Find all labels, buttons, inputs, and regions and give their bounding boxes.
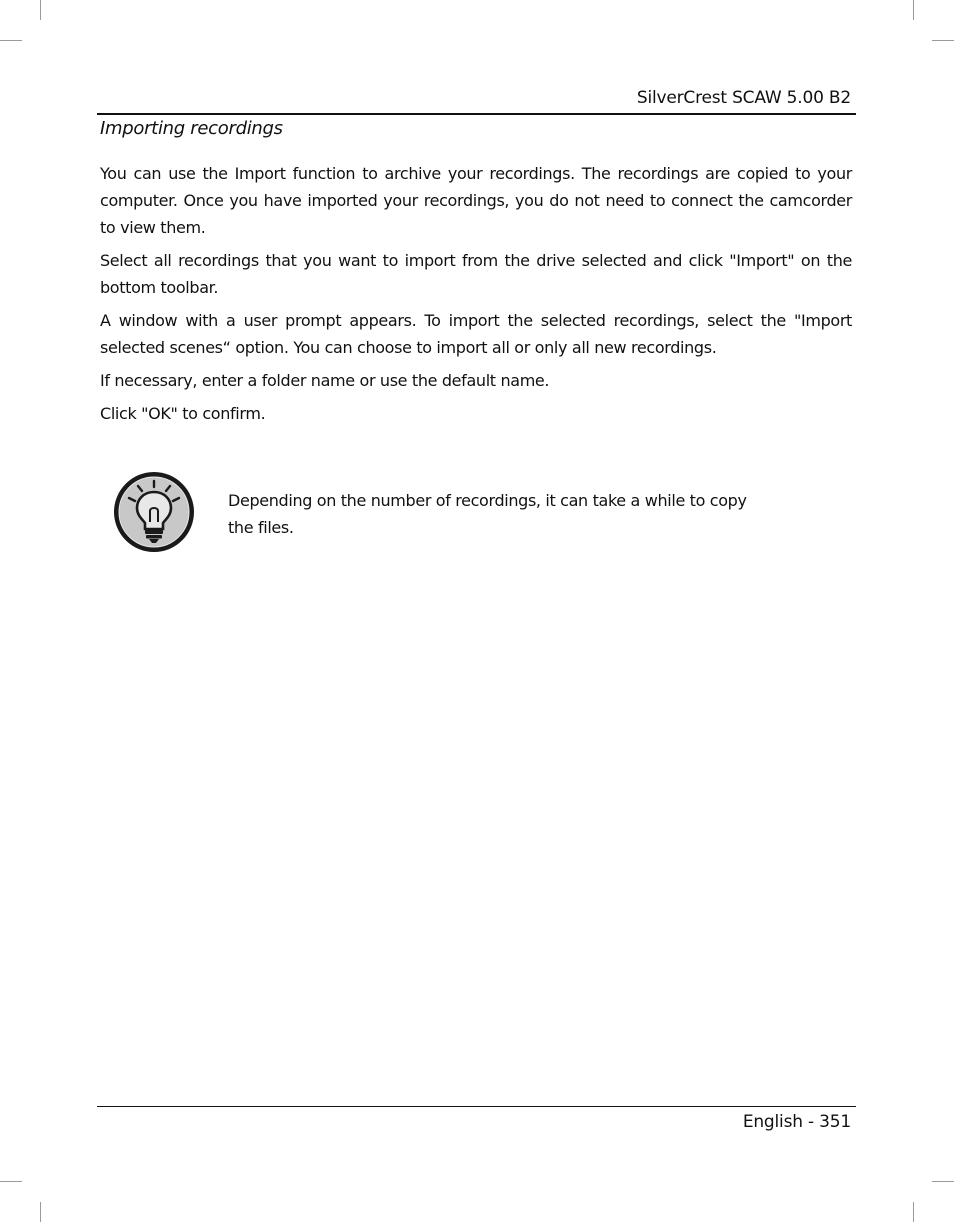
footer-rule bbox=[97, 1106, 856, 1107]
crop-mark bbox=[913, 1202, 914, 1222]
body-text bbox=[100, 160, 852, 433]
paragraph: Click "OK" to confirm. bbox=[100, 404, 266, 423]
crop-mark bbox=[913, 0, 914, 20]
paragraph: Select all recordings that you want to import from the drive selected and click "Import" on the bottom toolbar. bbox=[100, 251, 852, 297]
crop-mark bbox=[932, 40, 954, 41]
crop-mark bbox=[40, 0, 41, 20]
crop-mark bbox=[40, 1202, 41, 1222]
page-number: English - 351 bbox=[742, 1112, 851, 1132]
section-title: Importing recordings bbox=[100, 118, 283, 139]
crop-mark bbox=[0, 1181, 22, 1182]
lightbulb-icon bbox=[112, 470, 196, 554]
paragraph: You can use the Import function to archive your recordings. The recordings are copied to your computer. Once you have imported your recordings, you do not need to connect the camcorder to view them. bbox=[100, 164, 852, 237]
crop-mark bbox=[932, 1181, 954, 1182]
note-text-line: the files. bbox=[228, 518, 294, 537]
crop-mark bbox=[0, 40, 22, 41]
paragraph: A window with a user prompt appears. To import the selected recordings, select the "Import selected scenes“ option. You can choose to import all or only all new recordings. bbox=[100, 311, 852, 357]
paragraph: If necessary, enter a folder name or use the default name. bbox=[100, 371, 550, 390]
header-rule bbox=[97, 113, 856, 115]
note-box bbox=[112, 470, 812, 560]
page-header-title: SilverCrest SCAW 5.00 B2 bbox=[636, 88, 851, 108]
note-text-line: Depending on the number of recordings, it can take a while to copy bbox=[228, 491, 747, 510]
note-text bbox=[228, 487, 788, 541]
